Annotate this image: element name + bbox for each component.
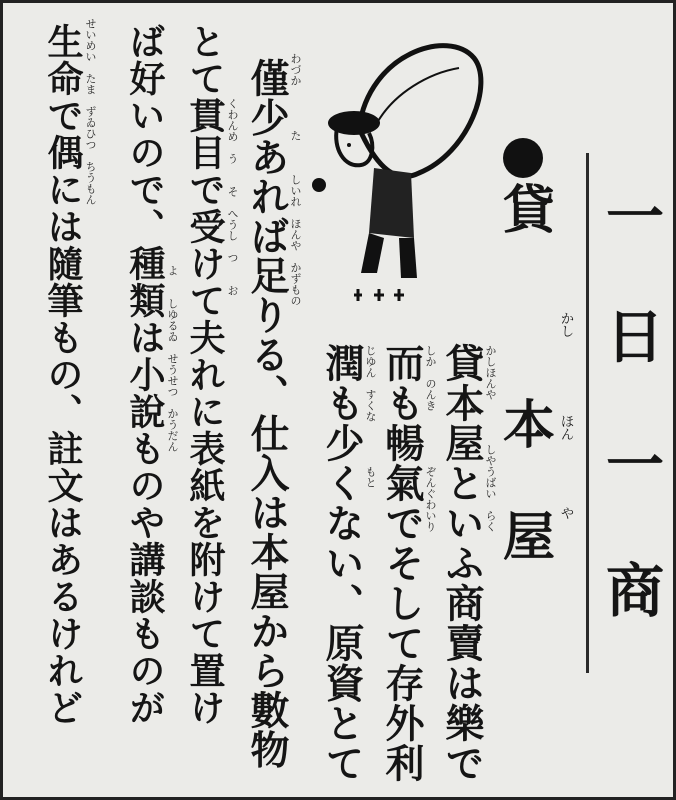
series-title-char: 日 — [605, 303, 664, 371]
series-title-char: 一 — [605, 183, 664, 251]
series-title — [603, 183, 667, 625]
text-column: ば好いので、種類は小說ものや講談ものが — [124, 23, 166, 726]
headline-ruby: ほん — [561, 415, 575, 443]
headline-char: 本 — [503, 395, 556, 456]
furigana: よ しゆるゐ せうせつ かうだん — [166, 265, 179, 452]
furigana: かしほんや しやうばい らく — [484, 345, 497, 532]
series-title-char: 一 — [605, 431, 664, 499]
series-title-char: 商 — [605, 557, 664, 625]
text-column: 生命で偶には隨筆もの、註文はあるけれど — [42, 23, 84, 726]
text-column: 潤も少くない、原資とて — [319, 343, 365, 783]
text-column: 貸本屋といふ商賣は樂で — [439, 343, 485, 783]
headline-char: 屋 — [503, 507, 556, 568]
furigana: しか のんき ぞんぐわいり — [424, 345, 437, 532]
column-divider-rule — [586, 153, 589, 673]
furigana: せいめい たま ずゐひつ ちうもん — [84, 18, 97, 205]
furigana: くわんめ う そ へうし つ お — [226, 98, 239, 296]
article-body — [25, 18, 497, 798]
text-column: 而も暢氣でそして存外利 — [379, 343, 425, 783]
headline-ruby: や — [561, 507, 575, 522]
headline-ruby: かし — [561, 312, 575, 340]
furigana: わづか た しいれ ほんや かずもの — [289, 53, 302, 306]
furigana: じゆん すくな もと — [364, 345, 377, 488]
text-column: 僅少あれば足りる、仕入は本屋から數物 — [244, 58, 290, 769]
text-column: とて貫目で受けて夫れに表紙を附けて置け — [184, 23, 226, 726]
headline-char: 貸 — [503, 180, 556, 241]
